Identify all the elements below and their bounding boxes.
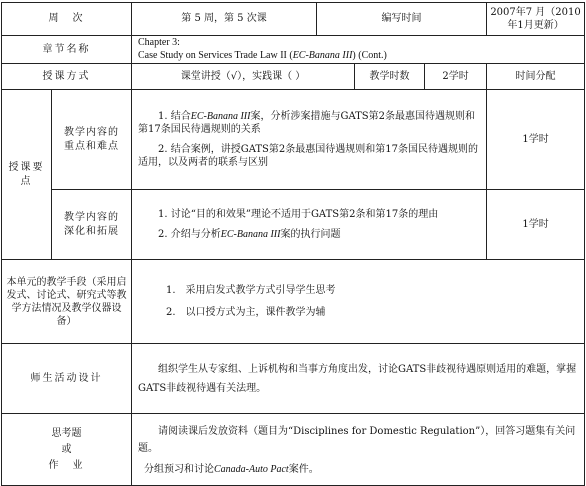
activities-text: 组织学生从专家组、上诉机构和当事方角度出发，讨论GATS非歧视待遇原则适用的难题，掌握GATS非歧视待遇有关法理。 xyxy=(138,363,577,394)
homework-text-2: 分组预习和讨论Canada-Auto Pact案件。 xyxy=(144,463,319,475)
chapter-line2-suffix: ) (Cont.) xyxy=(352,49,387,61)
methods-row xyxy=(2,260,585,344)
methods-item-2: 2. 以口授方式为主，课件教学为辅 xyxy=(166,306,326,318)
focus-item-1: 1. 结合EC-Banana III案，分析涉案措施与GATS第2条最惠国待遇规则和第17条国民待遇规则的关系 xyxy=(138,110,475,135)
chapter-case-name: EC-Banana III xyxy=(292,49,353,61)
hours-value: 2学时 xyxy=(425,64,487,90)
deep-time: 1学时 xyxy=(487,190,585,260)
mode-value: 课堂讲授（√），实践课（ ） xyxy=(132,64,355,90)
case-name: EC-Banana III xyxy=(190,110,251,122)
key-points-label: 授课要点 xyxy=(2,90,52,260)
methods-content xyxy=(132,260,585,344)
homework-label-line3: 作 业 xyxy=(48,459,85,471)
date-label: 编写时间 xyxy=(317,3,487,36)
week-label: 周 次 xyxy=(2,3,132,36)
homework-text-1: 请阅读课后发放资料（题目为“Disciplines for Domestic Regulation”），回答习题集有关问题。 xyxy=(138,425,576,454)
methods-label: 本单元的教学手段（采用启发式、讨论式、研究式等教学方法情况及教学仪器设备） xyxy=(2,260,132,344)
header-row xyxy=(2,3,585,36)
date-value: 2007年7 月（2010年1月更新） xyxy=(487,3,585,36)
deep-content xyxy=(132,190,487,260)
methods-item-1: 1. 采用启发式教学方式引导学生思考 xyxy=(166,285,336,296)
time-alloc-label: 时间分配 xyxy=(487,64,585,90)
chapter-line2-prefix: Case Study on Services Trade Law II ( xyxy=(138,49,293,61)
deep-item-2: 2. 介绍与分析EC-Banana III案的执行问题 xyxy=(158,228,341,240)
homework-label-line2: 或 xyxy=(61,443,72,455)
week-value: 第 5 周，第 5 次课 xyxy=(132,3,317,36)
activities-label: 师生活动设计 xyxy=(2,344,132,414)
mode-label: 授课方式 xyxy=(2,64,132,90)
activities-content xyxy=(132,344,585,414)
deep-row xyxy=(2,190,585,260)
mode-row xyxy=(2,64,585,90)
chapter-line1: Chapter 3: xyxy=(138,37,180,48)
focus-item-2: 2. 结合案例，讲授GATS第2条最惠国待遇规则和第17条国民待遇规则的适用，以及两者的联系与区别 xyxy=(138,143,478,168)
chapter-label: 章节名称 xyxy=(2,36,132,64)
homework-row xyxy=(2,414,585,486)
focus-content xyxy=(132,90,487,190)
case-name: EC-Banana III xyxy=(220,228,281,240)
homework-label xyxy=(2,414,132,486)
deep-label: 教学内容的深化和拓展 xyxy=(52,190,132,260)
lesson-plan-table xyxy=(1,2,585,486)
deep-item-1: 1. 讨论“目的和效果”理论不适用于GATS第2条和第17条的理由 xyxy=(158,209,439,220)
homework-content xyxy=(132,414,585,486)
homework-label-line1: 思考题 xyxy=(51,427,82,439)
hours-label: 教学时数 xyxy=(355,64,425,90)
activities-row xyxy=(2,344,585,414)
case-name: Canada-Auto Pact xyxy=(214,463,289,475)
focus-row xyxy=(2,90,585,190)
chapter-line2 xyxy=(138,50,578,63)
chapter-row xyxy=(2,36,585,64)
chapter-title xyxy=(132,36,585,64)
focus-time: 1学时 xyxy=(487,90,585,190)
focus-label: 教学内容的重点和难点 xyxy=(52,90,132,190)
